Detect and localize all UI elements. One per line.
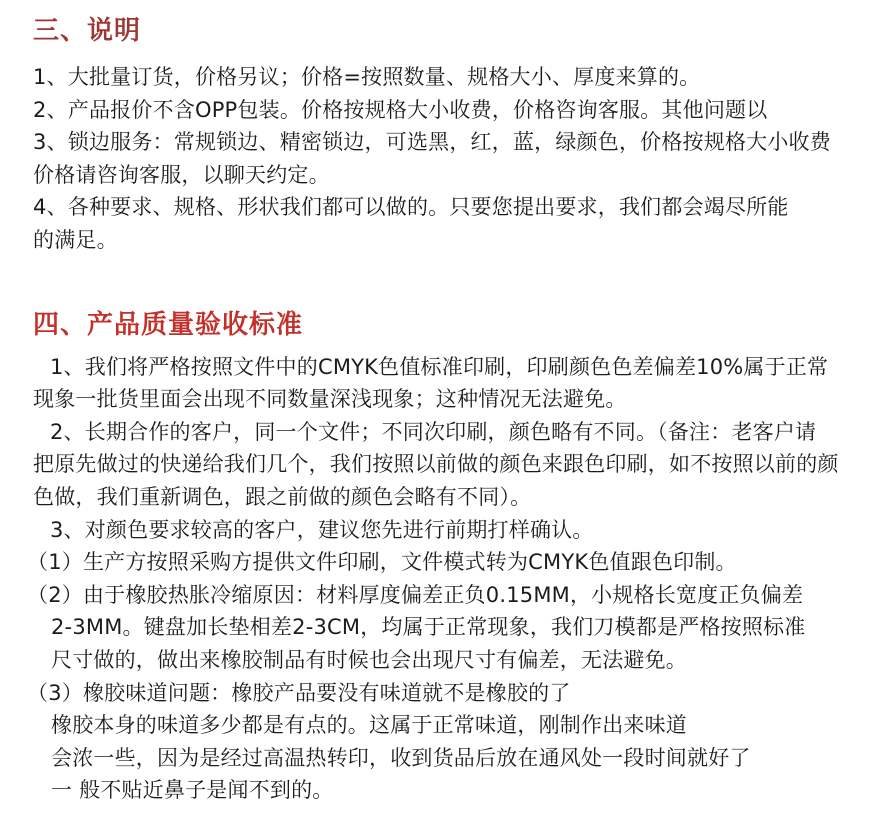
text-line: （3）橡胶味道问题：橡胶产品要没有味道就不是橡胶的了: [27, 680, 571, 705]
text-line: 色做，我们重新调色，跟之前做的颜色会略有不同）。: [33, 484, 532, 509]
section-4-heading: 四、产品质量验收标准: [33, 309, 304, 340]
section-3-heading: 三、说明: [33, 16, 142, 46]
text-line: 4、各种要求、规格、形状我们都可以做的。只要您提出要求，我们都会竭尽所能: [33, 195, 789, 220]
text-line: 尺寸做的，做出来橡胶制品有时候也会出现尺寸有偏差，无法避免。: [51, 647, 687, 672]
text-line: （1）生产方按照采购方提供文件印刷，文件模式转为CMYK色值跟色印制。: [27, 550, 737, 575]
text-line: 3、对颜色要求较高的客户，建议您先进行前期打样确认。: [50, 517, 594, 542]
text-line: 会浓一些，因为是经过高温热转印，收到货品后放在通风处一段时间就好了: [51, 745, 751, 770]
text-line: 现象一批货里面会出现不同数量深浅现象；这种情况无法避免。: [33, 387, 627, 412]
text-line: 一 般不贴近鼻子是闻不到的。: [51, 778, 334, 803]
text-line: 橡胶本身的味道多少都是有点的。这属于正常味道，刚制作出来味道: [51, 713, 687, 738]
section-quality-standards: [27, 309, 862, 807]
text-line: 1、大批量订货，价格另议；价格=按照数量、规格大小、厚度来算的。: [33, 65, 701, 89]
text-line: 的满足。: [33, 227, 118, 252]
section-4-body: [27, 351, 862, 807]
section-instructions: [33, 16, 862, 257]
text-line: 价格请咨询客服，以聊天约定。: [33, 162, 330, 187]
text-line: 3、锁边服务：常规锁边、精密锁边，可选黑，红，蓝，绿颜色，价格按规格大小收费: [33, 130, 831, 155]
text-line: （2）由于橡胶热胀冷缩原因：材料厚度偏差正负0.15MM，小规格长宽度正负偏差: [27, 582, 804, 607]
text-line: 2、产品报价不含OPP包装。价格按规格大小收费，价格咨询客服。其他问题以: [33, 97, 768, 122]
text-line: 2、长期合作的客户，同一个文件；不同次印刷，颜色略有不同。（备注：老客户请: [50, 419, 817, 444]
text-line: 2-3MM。键盘加长垫相差2-3CM，均属于正常现象，我们刀模都是严格按照标准: [51, 615, 806, 640]
text-line: 把原先做过的快递给我们几个，我们按照以前做的颜色来跟色印刷，如不按照以前的颜: [33, 452, 839, 477]
section-3-body: [33, 61, 862, 257]
text-line: 1、我们将严格按照文件中的CMYK色值标准印刷，印刷颜色色差偏差10%属于正常: [50, 354, 829, 379]
